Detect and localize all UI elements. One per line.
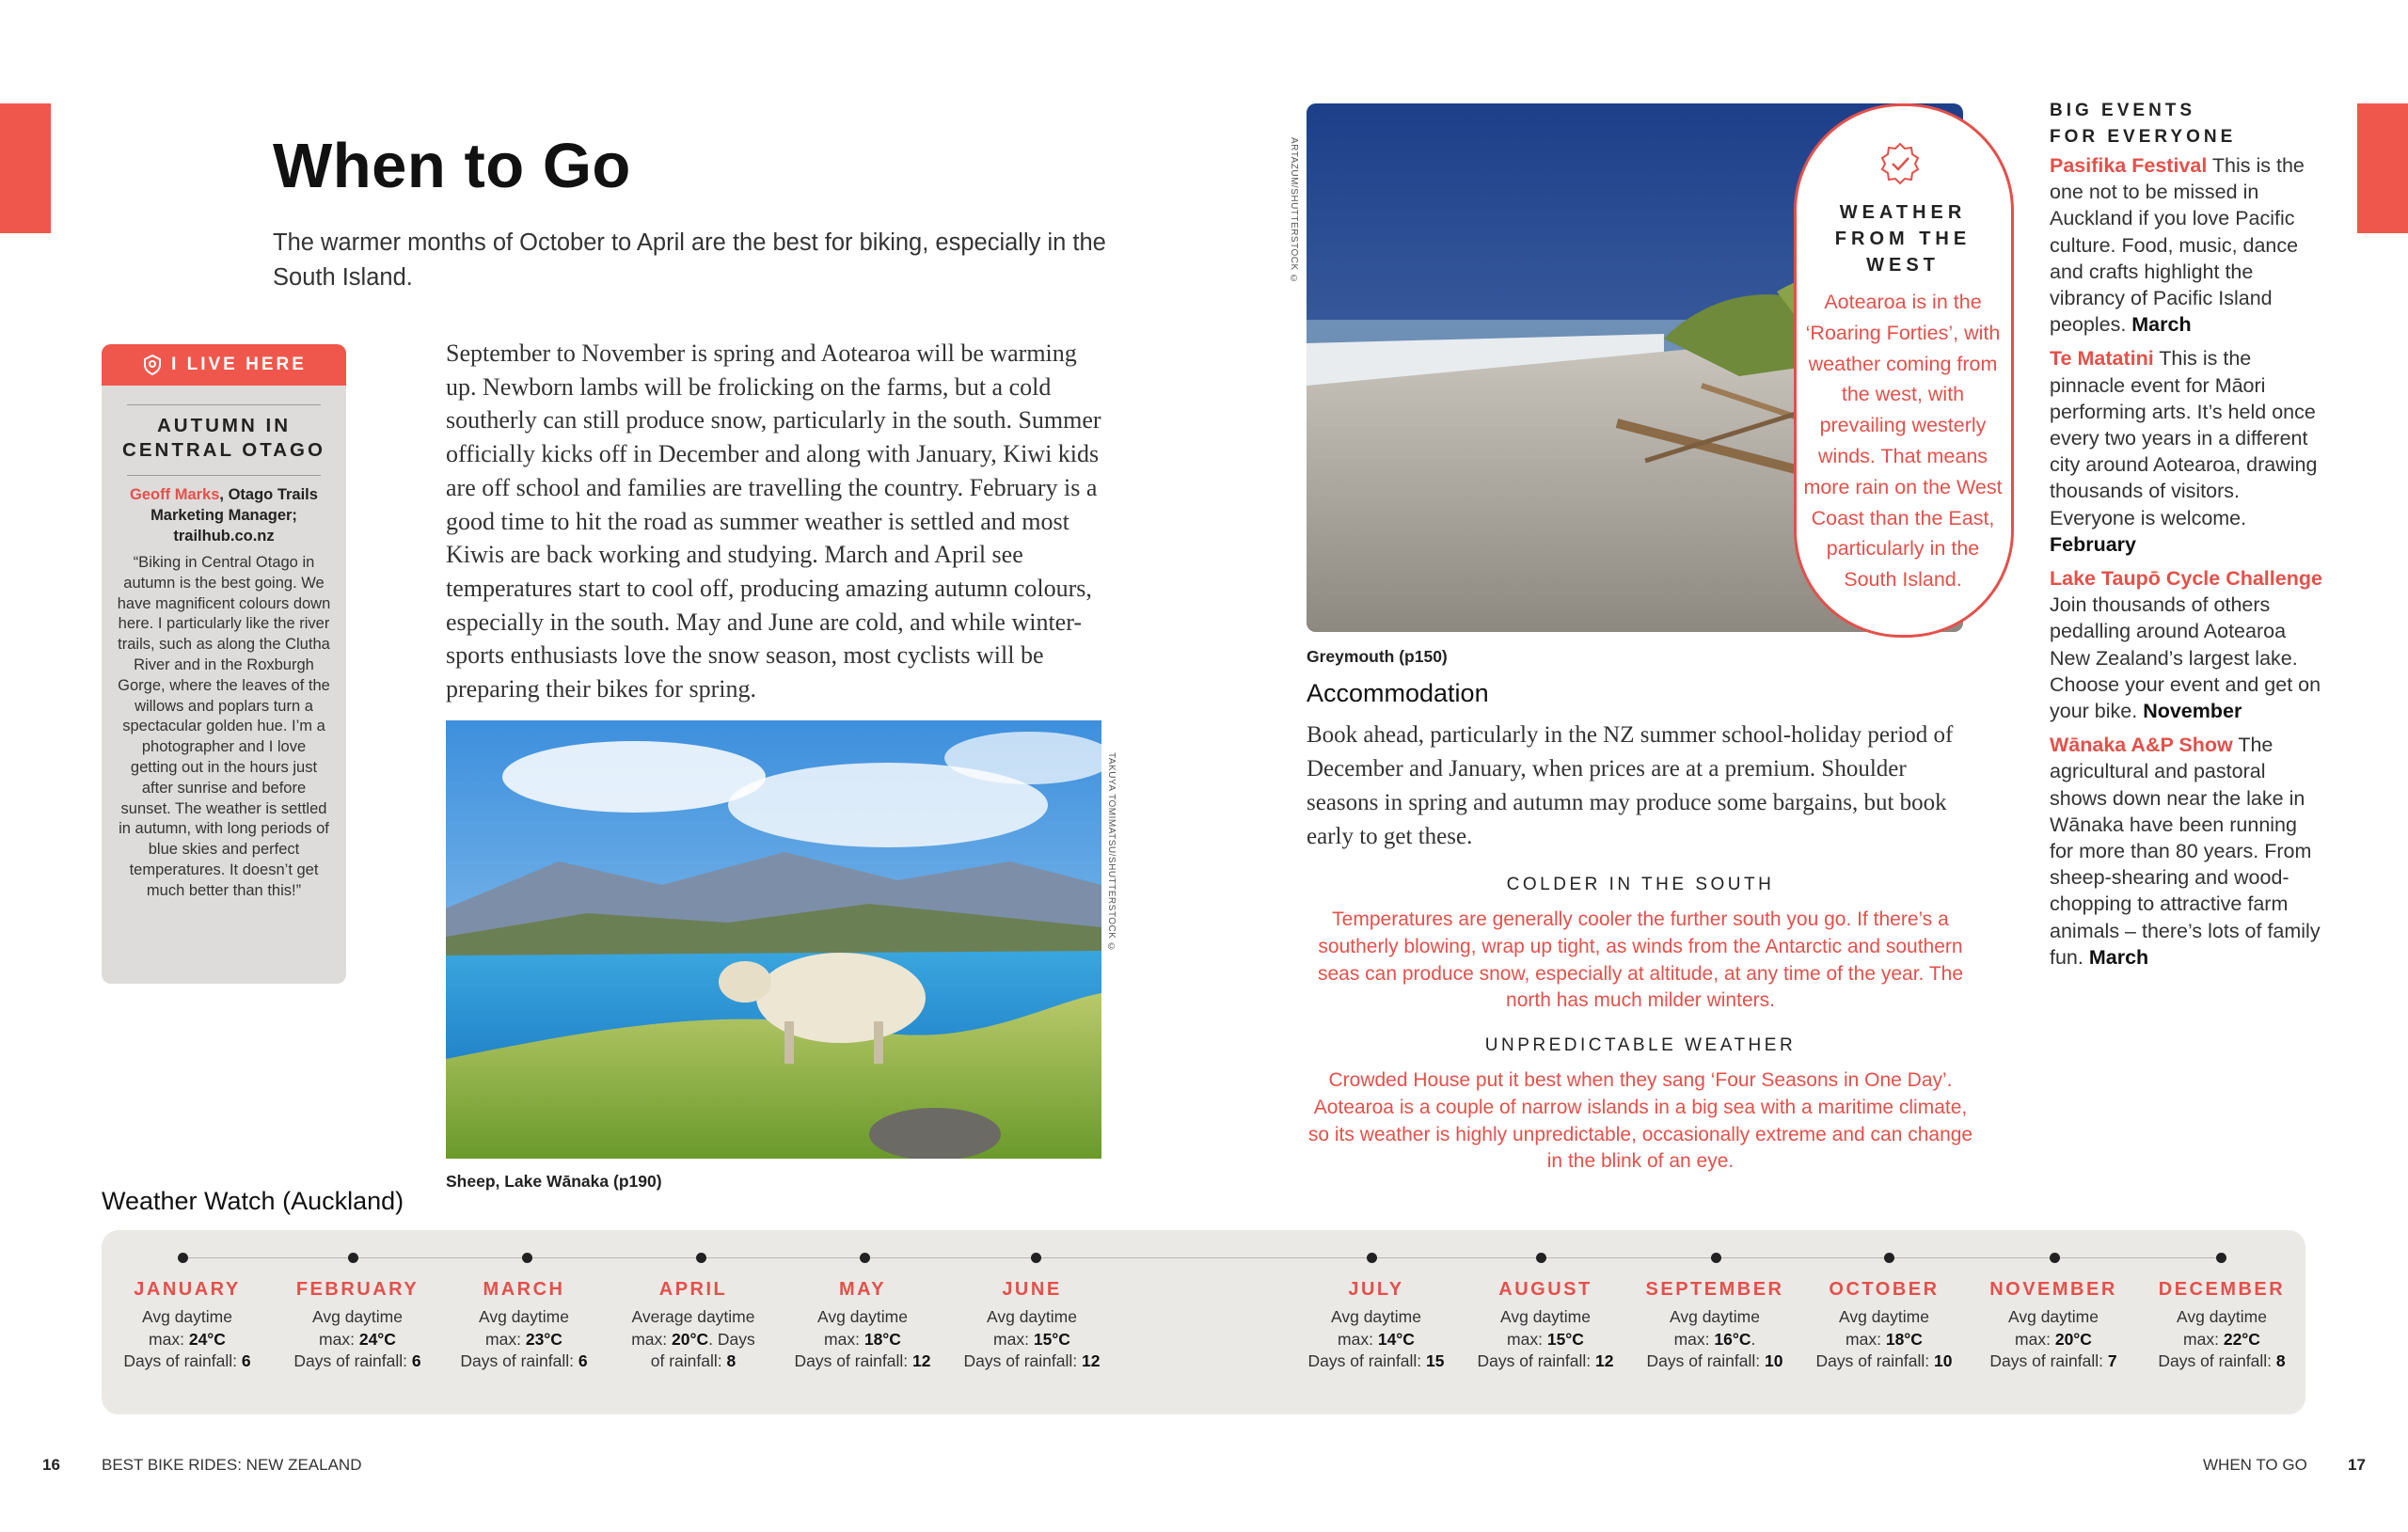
live-here-quote: “Biking in Central Otago in autumn is the best going. We have magnificent colours down here. I particularly like the river trails, such as along the Clutha River and in the Roxburgh Gorge, where the leaves of the willows and poplars turn a spectacular golden hue. I’m a photographer and I love getting out in the hours just after sunrise and before sunset. The weather is settled in autumn, with long periods of blue skies and perfect temperatures. It doesn’t get much better than this!”: [117, 554, 331, 899]
main-body-text: September to November is spring and Aotearoa will be warming up. Newborn lambs will be frolicking on the farms, but a cold southerly can still produce snow, particularly in the south. Summer officially kicks off in December and along with January, Kiwi kids are off school and families are travelling the country. February is a good time to hit the road as summer weather is settled and most Kiwis are back working and studying. March and April see temperatures start to cool off, producing amazing autumn colours, especially in the south. May and June are cold, and while winter-sports enthusiasts love the snow season, most cyclists will be preparing their bikes for spring.: [446, 340, 1101, 703]
timeline-dot: [2050, 1253, 2060, 1263]
badge-check-icon: [1877, 141, 1923, 186]
greymouth-photo-credit: ARTAZUM/SHUTTERSTOCK ©: [1289, 137, 1299, 285]
timeline-dot: [1711, 1253, 1721, 1263]
timeline-dot: [1884, 1253, 1894, 1263]
divider: [127, 475, 321, 476]
month-may: MAY Avg daytime max: 18°C Days of rainfall: 12: [794, 1279, 931, 1370]
timeline-dot: [1367, 1253, 1377, 1263]
big-events-heading: BIG EVENTS FOR EVERYONE: [2050, 101, 2237, 147]
month-november: NOVEMBER Avg daytime max: 20°C Days of rainfall: 7: [1989, 1279, 2117, 1370]
timeline-dot: [522, 1253, 532, 1263]
left-page-number: 16: [42, 1456, 60, 1474]
accommodation-heading: Accommodation: [1307, 679, 1489, 707]
location-pin-icon: [141, 354, 164, 376]
greymouth-photo-caption: Greymouth (p150): [1307, 647, 1448, 666]
month-march: MARCH Avg daytime max: 23°C Days of rainfall: 6: [460, 1279, 588, 1370]
sheep-photo: [446, 720, 1101, 1159]
live-here-author: Geoff Marks, Otago Trails Marketing Manager; trailhub.co.nz: [130, 486, 318, 545]
weather-from-west-title: WEATHER FROM THE WEST: [1834, 202, 1972, 276]
intro-text: The warmer months of October to April are the best for biking, especially in the South Island.: [273, 229, 1106, 291]
timeline-line: [179, 1257, 2220, 1258]
month-august: AUGUST Avg daytime max: 15°C Days of rainfall: 12: [1477, 1279, 1614, 1370]
event-item: Lake Taupō Cycle Challenge Join thousands of others pedalling around Aotearoa New Zealand’s largest lake. Choose your event and get on your bike. November: [2050, 567, 2322, 723]
month-february: FEBRUARY Avg daytime max: 24°C Days of rainfall: 6: [293, 1279, 421, 1370]
month-january: JANUARY Avg daytime max: 24°C Days of rainfall: 6: [123, 1279, 251, 1370]
timeline-dot: [178, 1253, 188, 1263]
i-live-here-badge: [102, 344, 346, 386]
event-item: Wānaka A&P Show The agricultural and pastoral shows down near the lake in Wānaka have been running for more than 80 years. From sheep-shearing and wood-chopping to attractive farm animals – there’s lots of family fun. March: [2050, 734, 2321, 969]
event-item: Te Matatini This is the pinnacle event for Māori performing arts. It’s held once every two years in a different city around Aotearoa, drawing thousands of visitors. Everyone is welcome. February: [2050, 347, 2318, 556]
sheep-photo-credit: TAKUYA TOMIMATSU/SHUTTERSTOCK ©: [1106, 752, 1117, 954]
unpredictable-heading: UNPREDICTABLE WEATHER: [1484, 1035, 1797, 1055]
timeline-dot: [2216, 1253, 2226, 1263]
month-december: DECEMBER Avg daytime max: 22°C Days of rainfall: 8: [2158, 1279, 2286, 1370]
colder-heading: COLDER IN THE SOUTH: [1506, 875, 1775, 894]
month-september: SEPTEMBER Avg daytime max: 16°C. Days of rainfall: 10: [1645, 1279, 1784, 1370]
right-chapter-tab: [2357, 103, 2408, 233]
live-here-title: AUTUMN IN CENTRAL OTAGO: [122, 415, 325, 461]
big-events-list: [2050, 152, 2322, 978]
left-running-footer: BEST BIKE RIDES: NEW ZEALAND: [102, 1456, 362, 1474]
right-page-number: 17: [2348, 1456, 2366, 1474]
badge-label: I LIVE HERE: [171, 355, 307, 374]
weather-from-west-text: Aotearoa is in the ‘Roaring Forties’, with weather coming from the west, with prevailing westerly winds. That means more rain on the West Coast than the East, particularly in the South Island.: [1803, 291, 2003, 592]
timeline-dot: [1536, 1253, 1546, 1263]
month-october: OCTOBER Avg daytime max: 18°C Days of rainfall: 10: [1815, 1279, 1953, 1370]
sheep-photo-caption: Sheep, Lake Wānaka (p190): [446, 1172, 662, 1191]
right-running-footer: WHEN TO GO: [2203, 1456, 2307, 1474]
unpredictable-text: Crowded House put it best when they sang ‘Four Seasons in One Day’. Aotearoa is a couple of narrow islands in a big sea with a maritime climate, so its weather is highly unpredictable, occasionally extreme and can change in the blink of an eye.: [1307, 1069, 1973, 1173]
accommodation-text: Book ahead, particularly in the NZ summer school-holiday period of December and January, when prices are at a premium. Shoulder seasons in spring and autumn may produce some bargains, but book early to get these.: [1307, 722, 1954, 849]
timeline-dot: [348, 1253, 358, 1263]
page-title: When to Go: [273, 131, 631, 201]
event-item: Pasifika Festival This is the one not to be missed in Auckland if you love Pacific culture. Food, music, dance and crafts highlight the vibrancy of Pacific Island peoples. March: [2050, 154, 2305, 337]
timeline-dot: [1031, 1253, 1041, 1263]
timeline-dot: [696, 1253, 706, 1263]
weather-watch-title: Weather Watch (Auckland): [102, 1187, 404, 1215]
timeline-dot: [860, 1253, 870, 1263]
divider: [127, 404, 321, 405]
left-chapter-tab: [0, 103, 51, 233]
month-july: JULY Avg daytime max: 14°C Days of rainfall: 15: [1307, 1279, 1445, 1370]
colder-text: Temperatures are generally cooler the further south you go. If there’s a southerly blowing, wrap up tight, as winds from the Antarctic and southern seas can produce snow, especially at altitude, at any time of the year. The north has much milder winters.: [1317, 908, 1964, 1012]
month-june: JUNE Avg daytime max: 15°C Days of rainfall: 12: [963, 1279, 1101, 1370]
month-april: APRIL Average daytime max: 20°C. Days of rainfall: 8: [631, 1279, 755, 1370]
